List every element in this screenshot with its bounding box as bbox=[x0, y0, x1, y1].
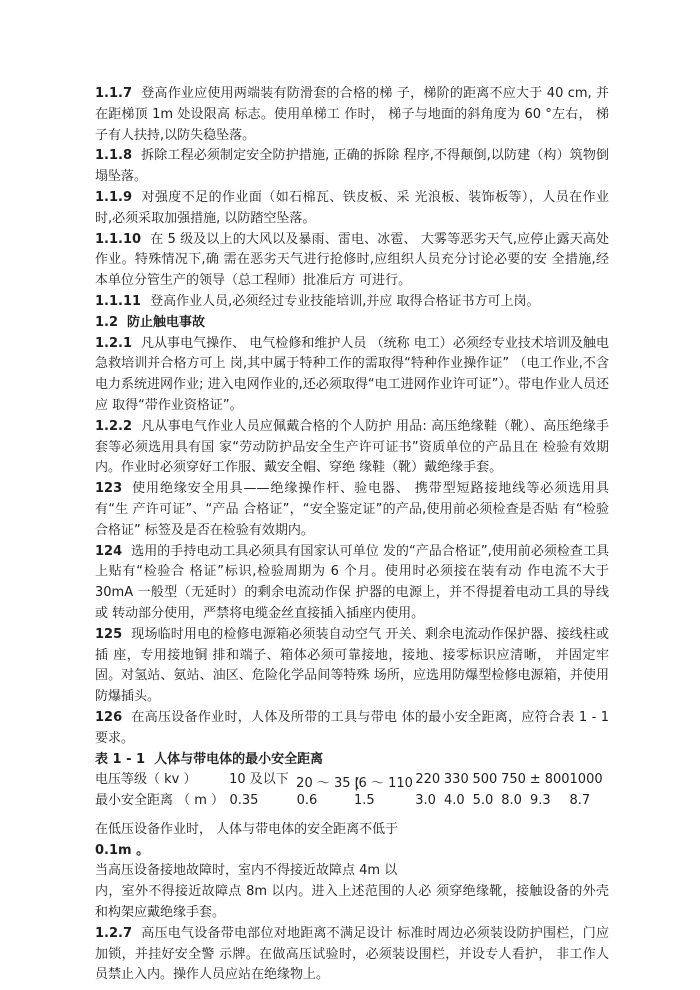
clause-text: 凡从事电气操作、 电气检修和维护人员 （统称 电工）必须经专业技术培训及触电急救培训并合格方可上 岗,其中属于特种工作的需取得“特种作业操作证” （电工作业,不含电力系统进网作业; 进入电网作业的,还必须取得“电工进网作业许可证”）。带电作业人员还应 取得“带作业资格证”。 bbox=[95, 335, 609, 413]
paragraph-ground-fault-outdoor bbox=[95, 882, 609, 924]
clause-text: 在 5 级及以上的大风以及暴雨、雷电、冰雹、 大雾等恶劣天气,应停止露天高处作业。特殊情况下,确 需在恶劣天气进行抢修时,应组织人员充分讨论必要的安 全措施,经本单位分管生产的领导（总工程师）批准后方 可进行。 bbox=[95, 231, 609, 289]
paragraph-124 bbox=[95, 542, 609, 625]
table-row-voltage bbox=[95, 770, 609, 791]
table-caption bbox=[95, 750, 609, 771]
section-number: 1.2 bbox=[95, 314, 119, 330]
clause-number: 1.1.10 bbox=[95, 231, 142, 247]
clause-number: 1.2.1 bbox=[95, 335, 133, 351]
distance-cell: 0.6 bbox=[296, 793, 318, 809]
paragraph-1-2-7 bbox=[95, 924, 609, 986]
paragraph-distance-value bbox=[95, 841, 609, 862]
paragraph-123 bbox=[95, 479, 609, 541]
clause-number: 1.1.11 bbox=[95, 293, 142, 309]
clause-number: 1.2.2 bbox=[95, 418, 133, 434]
clause-number: 1.1.7 bbox=[95, 86, 133, 101]
distance-cell: 8.7 bbox=[569, 793, 591, 809]
distance-cell: 9.3 bbox=[529, 793, 551, 809]
clause-text: 现场临时用电的检修电源箱必须装自动空气 开关、剩余电流动作保护器、接线柱或插 座，专用接地铜 排和端子、箱体必须可靠接地，接地、接零标识应清晰， 并固定牢固。对氢站、氨站、油区、危险化学品间等特殊 场所，应选用防爆型检修电源箱，并使用防爆插头。 bbox=[95, 626, 609, 705]
clause-number: 123 bbox=[95, 481, 123, 497]
clause-text: 登高作业人员,必须经过专业技能培训,并应 取得合格证书方可上岗。 bbox=[150, 293, 540, 309]
table-row-header-voltage: 电压等级（ kv ） bbox=[95, 772, 197, 788]
clause-text: 使用绝缘安全用具——绝缘操作杆、验电器、 携带型短路接地线等必须选用具有“生 产许可证”、“产品 合格证”，“安全鉴定证”的产品,使用前必须检查是否贴 有“检验合格证” 标签及是否在检验有效期内。 bbox=[95, 481, 609, 538]
clause-number: 125 bbox=[95, 626, 123, 642]
paragraph-125 bbox=[95, 625, 609, 708]
voltage-cell: 1000 bbox=[569, 772, 603, 788]
paragraph-1-2-1 bbox=[95, 334, 609, 417]
paragraph-1-1-7 bbox=[95, 84, 609, 146]
distance-cell: 4.0 bbox=[443, 793, 465, 809]
distance-cell: 3.0 bbox=[415, 793, 436, 809]
clause-text: 拆除工程必须制定安全防护措施, 正确的拆除 程序,不得颠倒,以防建（构）筑物倒塌坠落。 bbox=[95, 148, 609, 185]
clause-number: 124 bbox=[95, 543, 123, 559]
voltage-cell: 20 〜 35 ( bbox=[296, 776, 360, 792]
clause-text: 登高作业应使用两端装有防滑套的合格的梯 子，梯阶的距离不应大于 40 cm, 并在距梯顶 1m 处设限高 标志。使用单梯工 作时， 梯子与地面的斜角度为 60 °左右， 梯子有人扶持,以防失稳坠落。 bbox=[95, 86, 609, 143]
clause-text: 在高压设备作业时，人体及所带的工具与带电 体的最小安全距离，应符合表 1 - 1 要求。 bbox=[95, 709, 609, 746]
voltage-cell: 500 bbox=[472, 772, 498, 788]
clause-number: 1.1.9 bbox=[95, 189, 133, 205]
paragraph-1-1-11 bbox=[95, 292, 609, 313]
paragraph-1-1-8 bbox=[95, 146, 609, 188]
voltage-cell: ± 800 bbox=[529, 772, 570, 788]
clause-text: 当高压设备接地故障时，室内不得接近故障点 4m 以 bbox=[95, 863, 398, 879]
clause-text: 高压电气设备带电部位对地距离不满足设计 标准时周边必须装设防护围栏，门应加锁，并挂好安全警 示牌。在做高压试验时，必须装设围栏，并设专人看护， 非工作人员禁止入内。操作人员应站在绝缘物上。 bbox=[95, 925, 609, 983]
clause-text: 对强度不足的作业面（如石棉瓦、铁皮板、采 光浪板、装饰板等），人员在作业时,必须采取加强措施, 以防踏空坠落。 bbox=[95, 189, 609, 226]
distance-cell: 5.0 bbox=[472, 793, 494, 809]
clause-text: 内，室外不得接近故障点 8m 以内。进入上述范围的人必 须穿绝缘靴，接触设备的外壳和构架应戴绝缘手套。 bbox=[95, 884, 609, 921]
clause-text: 在低压设备作业时， 人体与带电体的安全距离不低于 bbox=[95, 821, 399, 837]
clause-number: 126 bbox=[95, 709, 123, 725]
paragraph-126 bbox=[95, 708, 609, 750]
distance-cell: 1.5 bbox=[353, 793, 375, 809]
table-caption-title: 人体与带电体的最小安全距离 bbox=[154, 751, 324, 767]
clause-text: 凡从事电气作业人员应佩戴合格的个人防护 用品: 高压绝缘鞋（靴）、高压绝缘手套等必须选用具有国 家“劳动防护品安全生产许可证书”资质单位的产品且在 检验有效期内。作业时必须穿好工作服、戴安全帽、穿绝 缘鞋（靴）戴绝缘手套。 bbox=[95, 418, 609, 476]
paragraph-1-2-2 bbox=[95, 417, 609, 479]
voltage-cell: |6 〜 110 bbox=[354, 776, 413, 792]
section-heading-1-2 bbox=[95, 313, 609, 334]
voltage-cell: 750 bbox=[501, 772, 526, 788]
clause-number: 1.1.8 bbox=[95, 148, 133, 164]
document-body bbox=[95, 84, 609, 986]
paragraph-low-voltage bbox=[95, 820, 609, 841]
clause-number: 1.2.7 bbox=[95, 925, 133, 941]
table-row-header-distance: 最小安全距离 （ m ） bbox=[95, 793, 225, 809]
paragraph-ground-fault-indoor bbox=[95, 861, 609, 882]
paragraph-1-1-10 bbox=[95, 230, 609, 292]
distance-cell: 8.0 bbox=[501, 793, 522, 809]
voltage-cell: 10 及以下 bbox=[229, 772, 289, 788]
distance-cell: 0.35 bbox=[229, 793, 259, 809]
paragraph-1-1-9 bbox=[95, 188, 609, 230]
section-title: 防止触电事故 bbox=[127, 314, 206, 330]
distance-value-bold: 0.1m 。 bbox=[95, 842, 150, 858]
table-caption-number: 表 1 - 1 bbox=[95, 751, 146, 767]
clause-text: 选用的手持电动工具必须具有国家认可单位 发的“产品合格证”,使用前必须检查工具 上贴有“检验合 格证”标识,检验周期为 6 个月。使用时必须接在装有动 作电流不大于 30mA 一般型（无延时）的剩余电流动作保 护器的电源上，并不得提着电动工具的导线或 转动部分使用，严禁将电缆金丝直接插入插座内使用。 bbox=[95, 543, 609, 621]
voltage-cell: 220 bbox=[415, 772, 441, 788]
voltage-cell: 330 bbox=[443, 772, 469, 788]
